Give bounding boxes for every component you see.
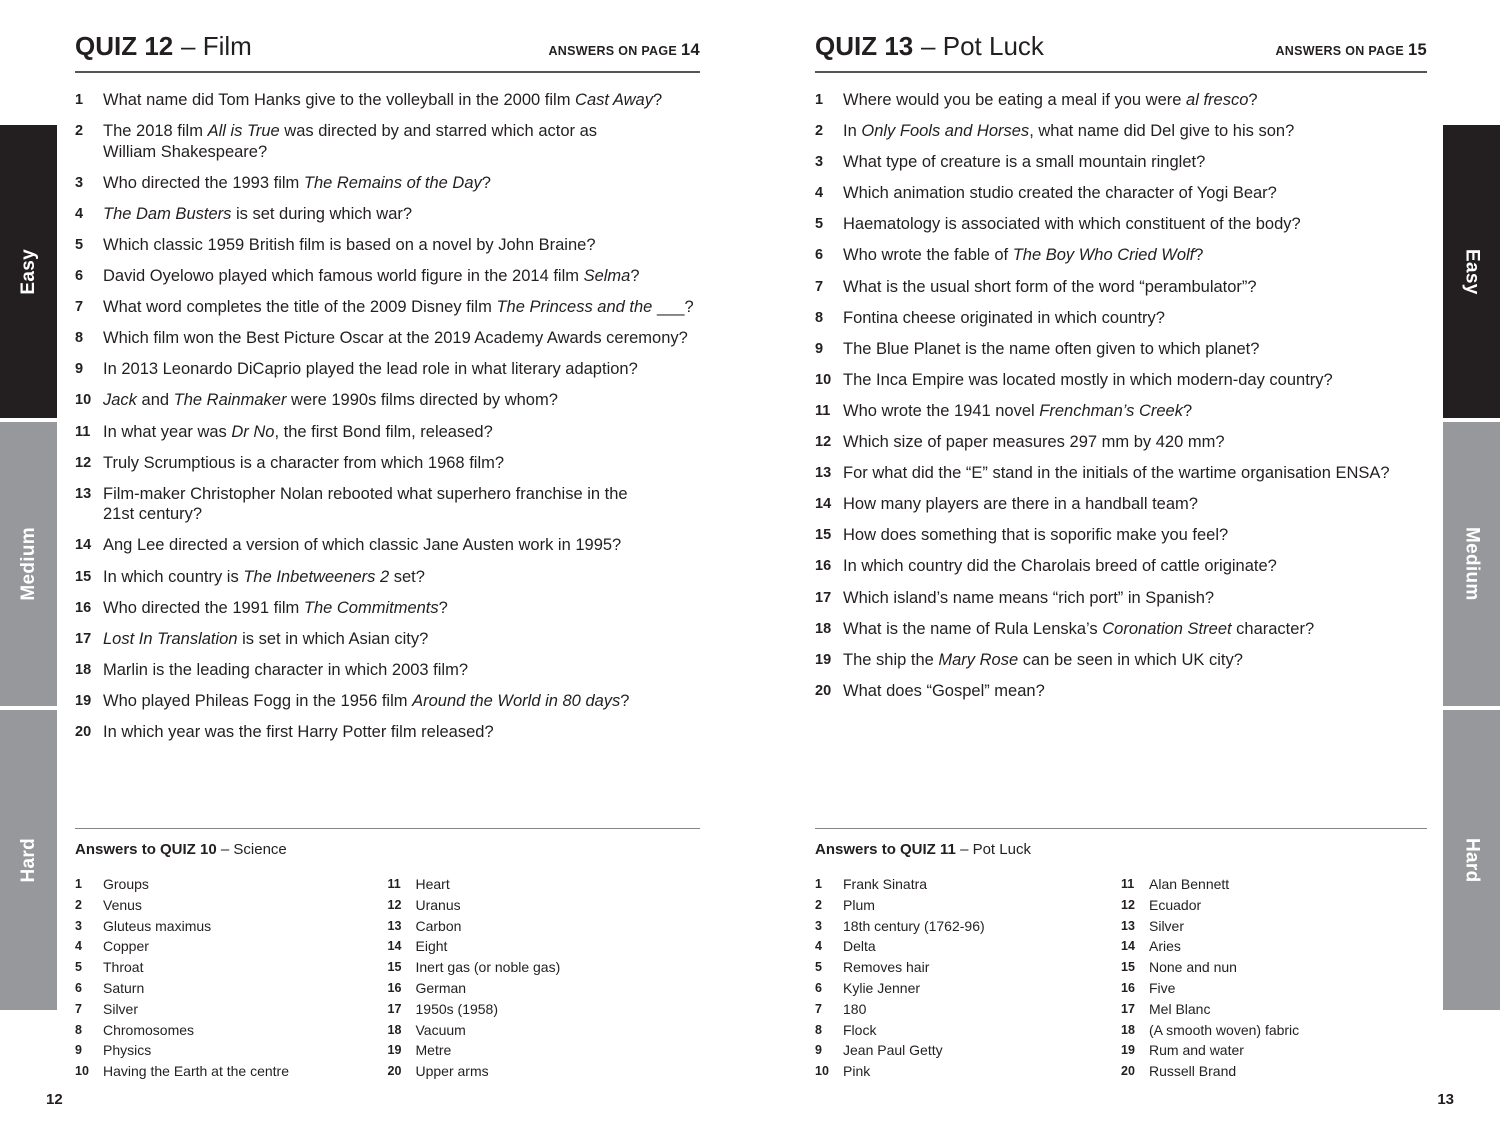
question-number: 9 xyxy=(815,340,824,357)
answer-row xyxy=(815,978,1121,999)
answer-text: Removes hair xyxy=(843,959,930,976)
answer-row xyxy=(75,957,388,978)
question-number: 15 xyxy=(815,527,832,544)
question-text: Which animation studio created the character of Yogi Bear? xyxy=(843,184,1277,203)
answer-row xyxy=(388,1040,701,1061)
question-row xyxy=(815,245,1427,266)
answer-text: Having the Earth at the centre xyxy=(103,1063,289,1080)
question-row xyxy=(75,390,700,411)
question-row xyxy=(75,722,700,743)
answer-number: 7 xyxy=(815,1001,822,1016)
tab-hard-label: Hard xyxy=(17,837,39,883)
answer-number: 20 xyxy=(387,1064,402,1079)
answer-text: Ecuador xyxy=(1149,896,1202,913)
answer-row xyxy=(815,916,1121,937)
question-row xyxy=(815,183,1427,204)
question-row xyxy=(75,204,700,225)
answer-number: 1 xyxy=(815,877,822,891)
answer-number: 10 xyxy=(75,1064,89,1079)
question-row xyxy=(75,629,700,650)
page-header xyxy=(815,33,1427,59)
question-text: For what did the “E” stand in the initials of the wartime organisation ENSA? xyxy=(843,464,1390,483)
answer-text: Pink xyxy=(843,1063,871,1080)
page-number-left: 12 xyxy=(46,1091,63,1108)
answer-row xyxy=(388,895,701,916)
question-text: In 2013 Leonardo DiCaprio played the lead role in what literary adaption? xyxy=(103,360,638,379)
question-text: In which country is The Inbetweeners 2 set? xyxy=(103,567,425,586)
question-text: How many players are there in a handball team? xyxy=(843,495,1198,514)
answer-text: 180 xyxy=(843,1000,867,1017)
question-text: Ang Lee directed a version of which classic Jane Austen work in 1995? xyxy=(103,536,622,555)
question-list xyxy=(75,90,700,753)
question-row xyxy=(815,681,1427,702)
question-number: 13 xyxy=(75,485,92,502)
question-number: 5 xyxy=(815,216,824,233)
question-text: What is the usual short form of the word “perambulator”? xyxy=(843,277,1257,296)
question-row xyxy=(75,422,700,443)
answer-number: 6 xyxy=(815,980,822,995)
answer-row xyxy=(75,936,388,957)
answer-text: Upper arms xyxy=(415,1063,489,1080)
answer-text: Frank Sinatra xyxy=(843,876,928,892)
question-text: The Inca Empire was located mostly in which modern-day country? xyxy=(843,370,1333,389)
answer-number: 12 xyxy=(1121,897,1135,912)
answer-number: 1 xyxy=(75,877,82,891)
answer-row xyxy=(1121,1040,1427,1061)
answer-text: Mel Blanc xyxy=(1149,1000,1211,1017)
answer-text: None and nun xyxy=(1149,959,1237,976)
answer-row xyxy=(1121,999,1427,1020)
answer-text: Flock xyxy=(843,1021,877,1038)
question-number: 16 xyxy=(815,558,832,575)
question-number: 1 xyxy=(815,92,824,108)
question-text: Who played Phileas Fogg in the 1956 film Around the World in 80 days? xyxy=(103,691,630,710)
question-text: The ship the Mary Rose can be seen in which UK city? xyxy=(843,650,1243,669)
question-text: Who wrote the fable of The Boy Who Cried Wolf? xyxy=(843,246,1204,265)
question-row xyxy=(75,173,700,194)
tab-hard-left xyxy=(0,710,57,1010)
tab-easy-right xyxy=(1443,125,1500,418)
question-number: 13 xyxy=(815,465,832,482)
question-text: The 2018 film All is True was directed by and starred which actor as William Shakespeare? xyxy=(103,122,598,161)
answers-note xyxy=(1275,42,1427,59)
answer-number: 12 xyxy=(387,897,402,912)
answer-number: 2 xyxy=(75,897,82,912)
question-number: 3 xyxy=(815,154,824,171)
answers-column xyxy=(388,874,701,1082)
answer-text: Vacuum xyxy=(415,1021,466,1038)
question-text: In what year was Dr No, the first Bond film, released? xyxy=(103,422,493,441)
question-row xyxy=(75,359,700,380)
tab-hard-label: Hard xyxy=(1461,837,1483,883)
answer-number: 15 xyxy=(387,960,402,975)
question-row xyxy=(815,277,1427,298)
answer-number: 18 xyxy=(1121,1022,1135,1037)
question-text: What does “Gospel” mean? xyxy=(843,681,1045,700)
question-number: 8 xyxy=(815,309,824,326)
question-number: 10 xyxy=(815,371,832,388)
question-row xyxy=(75,535,700,556)
answers-note-page: 14 xyxy=(681,41,700,59)
question-row xyxy=(815,401,1427,422)
answer-number: 6 xyxy=(75,980,82,995)
answer-text: Eight xyxy=(415,938,448,955)
tab-easy-label: Easy xyxy=(17,248,39,295)
answers-heading xyxy=(75,842,700,857)
answer-number: 7 xyxy=(75,1001,82,1016)
answer-number: 18 xyxy=(387,1022,402,1037)
answer-text: Five xyxy=(1149,979,1176,996)
answers-columns xyxy=(75,874,700,1082)
question-text: The Dam Busters is set during which war? xyxy=(103,204,413,223)
answers-columns xyxy=(815,874,1427,1082)
question-row xyxy=(815,494,1427,515)
answer-number: 3 xyxy=(75,918,82,933)
answer-text: German xyxy=(415,979,467,996)
answer-row xyxy=(388,916,701,937)
question-number: 11 xyxy=(75,423,91,440)
answer-text: Gluteus maximus xyxy=(103,917,212,934)
answer-number: 11 xyxy=(1121,877,1135,891)
answer-number: 9 xyxy=(75,1043,82,1058)
answer-number: 9 xyxy=(815,1043,822,1058)
answer-row xyxy=(75,874,388,895)
question-number: 4 xyxy=(75,205,84,222)
answer-text: Russell Brand xyxy=(1149,1063,1237,1080)
question-text: In which country did the Charolais breed of cattle originate? xyxy=(843,557,1277,576)
question-number: 11 xyxy=(815,402,831,419)
answer-number: 14 xyxy=(1121,939,1135,954)
answer-number: 14 xyxy=(387,939,402,954)
answer-number: 20 xyxy=(1121,1064,1135,1079)
answer-row xyxy=(1121,957,1427,978)
question-row xyxy=(815,556,1427,577)
tab-medium-label: Medium xyxy=(1461,527,1483,601)
answer-row xyxy=(815,895,1121,916)
question-row xyxy=(815,650,1427,671)
answer-text: Aries xyxy=(1149,938,1181,955)
answer-row xyxy=(388,1061,701,1082)
question-row xyxy=(815,308,1427,329)
answer-number: 2 xyxy=(815,897,822,912)
answer-row xyxy=(815,1040,1121,1061)
answer-number: 13 xyxy=(1121,918,1135,933)
question-number: 14 xyxy=(815,496,832,513)
question-text: Who directed the 1991 film The Commitments? xyxy=(103,598,448,617)
quiz-topic: – Film xyxy=(181,31,252,61)
answer-number: 5 xyxy=(75,960,82,975)
answers-heading-bold: Answers to QUIZ 10 xyxy=(75,841,217,858)
answer-row xyxy=(815,999,1121,1020)
answer-row xyxy=(815,874,1121,895)
answer-number: 17 xyxy=(1121,1001,1135,1016)
tab-medium-left xyxy=(0,422,57,706)
question-row xyxy=(815,152,1427,173)
question-text: Jack and The Rainmaker were 1990s films directed by whom? xyxy=(103,391,558,410)
question-number: 12 xyxy=(75,454,92,471)
answer-text: Carbon xyxy=(415,917,462,934)
question-number: 8 xyxy=(75,330,84,347)
quiz-page-right xyxy=(815,0,1427,1147)
question-row xyxy=(75,121,700,162)
question-number: 18 xyxy=(815,620,832,637)
answer-text: Copper xyxy=(103,938,149,955)
question-number: 6 xyxy=(75,268,84,285)
answer-row xyxy=(815,957,1121,978)
answer-row xyxy=(1121,1061,1427,1082)
question-number: 15 xyxy=(75,568,92,585)
answer-row xyxy=(75,1061,388,1082)
question-text: In which year was the first Harry Potter film released? xyxy=(103,722,494,741)
answers-note xyxy=(548,42,700,59)
question-row xyxy=(815,463,1427,484)
question-text: In Only Fools and Horses, what name did Del give to his son? xyxy=(843,122,1295,141)
question-number: 2 xyxy=(815,123,824,140)
header-rule xyxy=(75,71,700,73)
question-row xyxy=(815,619,1427,640)
answer-text: 1950s (1958) xyxy=(415,1000,499,1017)
answers-rule xyxy=(75,828,700,829)
answer-number: 3 xyxy=(815,918,822,933)
answer-text: Groups xyxy=(103,876,149,892)
question-text: Haematology is associated with which constituent of the body? xyxy=(843,215,1301,234)
question-row xyxy=(75,90,700,111)
answer-number: 15 xyxy=(1121,960,1135,975)
answer-row xyxy=(75,1020,388,1041)
answer-text: Uranus xyxy=(415,896,461,913)
question-number: 12 xyxy=(815,434,832,451)
question-row xyxy=(75,484,700,525)
question-number: 7 xyxy=(75,299,84,316)
quiz-number: QUIZ 12 xyxy=(75,31,174,61)
tab-medium-label: Medium xyxy=(17,527,39,601)
answer-row xyxy=(388,1020,701,1041)
question-text: Marlin is the leading character in which 2003 film? xyxy=(103,660,469,679)
answers-rule xyxy=(815,828,1427,829)
question-text: David Oyelowo played which famous world figure in the 2014 film Selma? xyxy=(103,267,640,286)
answers-heading xyxy=(815,842,1427,857)
answer-number: 19 xyxy=(1121,1043,1135,1058)
answer-number: 8 xyxy=(75,1022,82,1037)
answer-text: Alan Bennett xyxy=(1149,876,1230,892)
answers-heading-bold: Answers to QUIZ 11 xyxy=(815,841,956,858)
page-header xyxy=(75,33,700,59)
answer-number: 4 xyxy=(75,939,82,954)
answer-row xyxy=(1121,895,1427,916)
quiz-topic: – Pot Luck xyxy=(921,31,1044,61)
answer-row xyxy=(1121,874,1427,895)
question-number: 20 xyxy=(75,723,92,740)
tab-hard-right xyxy=(1443,710,1500,1010)
answer-number: 11 xyxy=(387,877,401,891)
page-number-right: 13 xyxy=(1437,1091,1454,1108)
question-text: The Blue Planet is the name often given to which planet? xyxy=(843,339,1260,358)
question-number: 14 xyxy=(75,537,92,554)
question-row xyxy=(75,328,700,349)
question-row xyxy=(75,567,700,588)
question-number: 18 xyxy=(75,661,92,678)
answer-text: 18th century (1762-96) xyxy=(843,917,985,934)
question-row xyxy=(75,266,700,287)
question-number: 19 xyxy=(815,651,832,668)
question-number: 3 xyxy=(75,174,84,191)
answer-row xyxy=(388,957,701,978)
question-number: 17 xyxy=(75,630,92,647)
answer-number: 19 xyxy=(387,1043,402,1058)
answers-section xyxy=(75,828,700,1082)
answers-note-page: 15 xyxy=(1408,41,1427,59)
question-text: Which island’s name means “rich port” in Spanish? xyxy=(843,588,1215,607)
question-number: 16 xyxy=(75,599,92,616)
answer-row xyxy=(388,978,701,999)
answers-column xyxy=(75,874,388,1082)
question-row xyxy=(815,90,1427,111)
question-number: 19 xyxy=(75,692,92,709)
question-row xyxy=(815,588,1427,609)
question-number: 2 xyxy=(75,123,84,140)
answers-heading-topic: – Science xyxy=(220,841,287,858)
answer-text: Jean Paul Getty xyxy=(843,1042,943,1059)
question-row xyxy=(815,214,1427,235)
question-text: Which film won the Best Picture Oscar at the 2019 Academy Awards ceremony? xyxy=(103,329,688,348)
question-number: 5 xyxy=(75,236,84,253)
answer-row xyxy=(75,978,388,999)
question-row xyxy=(75,453,700,474)
answer-text: Throat xyxy=(103,959,144,976)
question-text: Which size of paper measures 297 mm by 420 mm? xyxy=(843,433,1225,452)
header-rule xyxy=(815,71,1427,73)
answer-text: Delta xyxy=(843,938,876,955)
answer-row xyxy=(75,1040,388,1061)
question-text: Lost In Translation is set in which Asian city? xyxy=(103,629,429,648)
answers-section xyxy=(815,828,1427,1082)
question-row xyxy=(75,598,700,619)
question-row xyxy=(815,121,1427,142)
quiz-page-left xyxy=(75,0,700,1147)
answer-text: Kylie Jenner xyxy=(843,979,921,996)
answer-text: Physics xyxy=(103,1042,152,1059)
answer-text: Chromosomes xyxy=(103,1021,195,1038)
question-number: 1 xyxy=(75,92,84,108)
answer-number: 5 xyxy=(815,960,822,975)
answer-number: 16 xyxy=(1121,980,1135,995)
answer-number: 4 xyxy=(815,939,822,954)
question-row xyxy=(75,660,700,681)
answer-text: Plum xyxy=(843,896,875,913)
tab-medium-right xyxy=(1443,422,1500,706)
answer-text: Silver xyxy=(103,1000,139,1017)
answer-row xyxy=(1121,1020,1427,1041)
answer-text: Inert gas (or noble gas) xyxy=(415,959,561,976)
answer-row xyxy=(75,895,388,916)
question-row xyxy=(815,370,1427,391)
question-text: What word completes the title of the 2009 Disney film The Princess and the ___? xyxy=(103,298,694,317)
question-row xyxy=(75,235,700,256)
question-number: 6 xyxy=(815,247,824,264)
answer-text: Silver xyxy=(1149,917,1185,934)
answer-row xyxy=(1121,936,1427,957)
question-row xyxy=(815,339,1427,360)
answer-text: Saturn xyxy=(103,979,145,996)
question-text: What name did Tom Hanks give to the volleyball in the 2000 film Cast Away? xyxy=(103,91,663,109)
question-row xyxy=(815,525,1427,546)
question-number: 20 xyxy=(815,682,832,699)
question-number: 17 xyxy=(815,589,832,606)
question-number: 9 xyxy=(75,361,84,378)
answer-row xyxy=(1121,978,1427,999)
question-row xyxy=(75,691,700,712)
question-text: Who directed the 1993 film The Remains of the Day? xyxy=(103,173,491,192)
answer-number: 13 xyxy=(387,918,402,933)
answer-text: Heart xyxy=(415,876,450,892)
question-number: 10 xyxy=(75,392,92,409)
question-text: Truly Scrumptious is a character from which 1968 film? xyxy=(103,453,505,472)
answers-note-text: ANSWERS ON PAGE xyxy=(548,44,678,58)
quiz-title xyxy=(75,33,252,59)
answer-text: (A smooth woven) fabric xyxy=(1149,1021,1300,1038)
question-number: 4 xyxy=(815,185,824,202)
answer-row xyxy=(815,1061,1121,1082)
question-number: 7 xyxy=(815,278,824,295)
answer-number: 8 xyxy=(815,1022,822,1037)
answer-text: Rum and water xyxy=(1149,1042,1244,1059)
answers-column xyxy=(1121,874,1427,1082)
answer-row xyxy=(75,916,388,937)
answer-row xyxy=(815,936,1121,957)
tab-easy-left xyxy=(0,125,57,418)
answer-text: Venus xyxy=(103,896,142,913)
answer-row xyxy=(815,1020,1121,1041)
question-text: What is the name of Rula Lenska’s Coronation Street character? xyxy=(843,619,1315,638)
quiz-number: QUIZ 13 xyxy=(815,31,914,61)
question-list xyxy=(815,90,1427,712)
answer-number: 10 xyxy=(815,1064,829,1079)
question-text: Who wrote the 1941 novel Frenchman’s Creek? xyxy=(843,401,1193,420)
answer-row xyxy=(388,936,701,957)
answer-text: Metre xyxy=(415,1042,452,1059)
answer-row xyxy=(1121,916,1427,937)
answer-row xyxy=(75,999,388,1020)
question-row xyxy=(75,297,700,318)
question-text: Film-maker Christopher Nolan rebooted what superhero franchise in the 21st century? xyxy=(103,484,628,524)
answers-heading-topic: – Pot Luck xyxy=(960,841,1031,858)
tab-easy-label: Easy xyxy=(1461,248,1483,295)
answer-row xyxy=(388,999,701,1020)
answer-row xyxy=(388,874,701,895)
question-text: Fontina cheese originated in which country? xyxy=(843,308,1165,327)
question-text: How does something that is soporific make you feel? xyxy=(843,526,1229,545)
question-text: Which classic 1959 British film is based on a novel by John Braine? xyxy=(103,235,596,254)
answers-column xyxy=(815,874,1121,1082)
question-row xyxy=(815,432,1427,453)
question-text: Where would you be eating a meal if you were al fresco? xyxy=(843,91,1258,109)
question-text: What type of creature is a small mountain ringlet? xyxy=(843,153,1206,172)
answers-note-text: ANSWERS ON PAGE xyxy=(1275,44,1405,58)
answer-number: 16 xyxy=(387,980,402,995)
answer-number: 17 xyxy=(387,1001,402,1016)
quiz-title xyxy=(815,33,1044,59)
